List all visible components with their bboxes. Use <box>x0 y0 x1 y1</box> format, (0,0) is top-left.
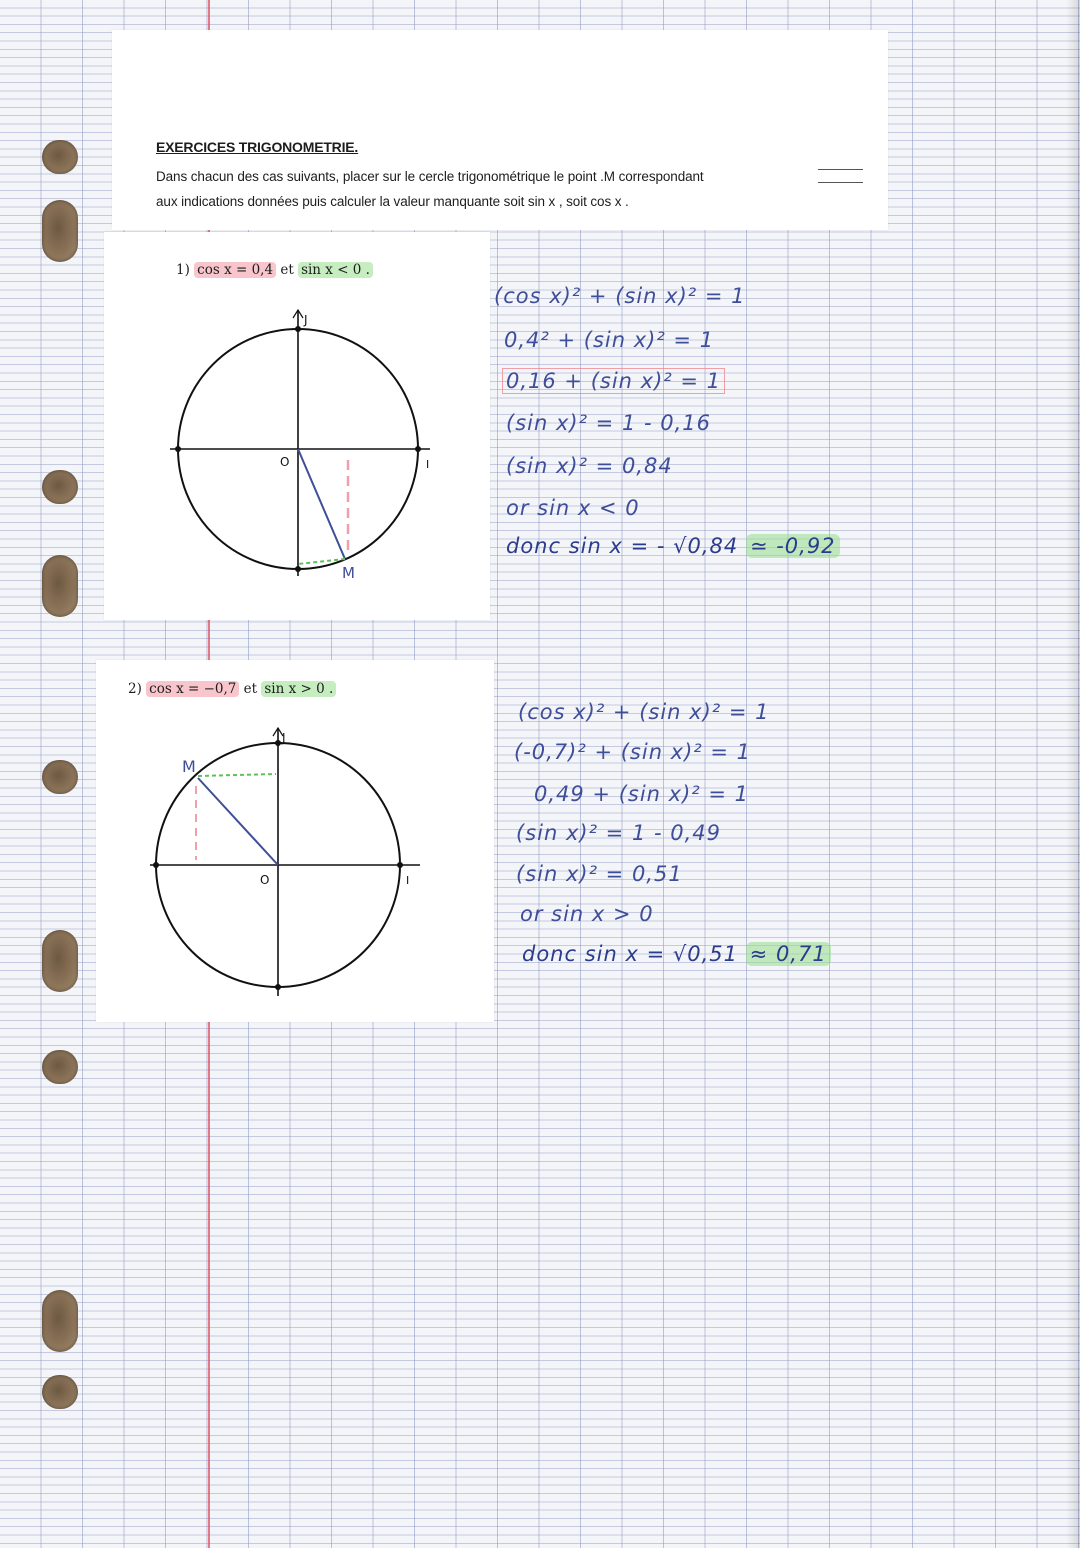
page-title: EXERCICES TRIGONOMETRIE. <box>156 139 359 155</box>
ex1-result-expression: donc sin x = - √0,84 <box>506 534 739 558</box>
radius-om <box>198 778 278 865</box>
ex2-line-6: or sin x > 0 <box>520 902 654 926</box>
label-j: J <box>304 313 308 327</box>
ex1-line-6: or sin x < 0 <box>506 496 640 520</box>
label-j: J <box>282 731 286 745</box>
instruction-line-1: Dans chacun des cas suivants, placer sur le cercle trigonométrique le point .M correspondant <box>156 169 704 184</box>
exercise1-number: 1) <box>176 262 190 278</box>
ex2-line-2: (-0,7)² + (sin x)² = 1 <box>514 740 752 764</box>
binder-hole <box>42 555 78 617</box>
ex1-line-4: (sin x)² = 1 - 0,16 <box>506 411 711 435</box>
ex1-line-3 <box>502 369 725 393</box>
axis-endpoint <box>275 740 281 746</box>
ex1-result-approx: ≃ -0,92 <box>746 534 840 558</box>
label-i: I <box>426 458 430 471</box>
ex2-result-approx: ≈ 0,71 <box>746 942 831 966</box>
ex2-line-1: (cos x)² + (sin x)² = 1 <box>518 700 770 724</box>
axis-endpoint <box>397 862 403 868</box>
instruction-line-2: aux indications données puis calculer la valeur manquante soit sin x , soit cos x . <box>156 194 629 209</box>
label-i: I <box>406 874 410 887</box>
ex1-line-3-text: 0,16 + (sin x)² = 1 <box>502 368 725 394</box>
ex1-line-2: 0,4² + (sin x)² = 1 <box>504 328 715 352</box>
axis-endpoint <box>275 984 281 990</box>
ex1-line-5: (sin x)² = 0,84 <box>506 454 673 478</box>
axis-endpoint <box>415 446 421 452</box>
ex2-line-5: (sin x)² = 0,51 <box>516 862 683 886</box>
paper-edge-shadow <box>1066 0 1080 1548</box>
binder-hole <box>42 930 78 992</box>
exercise1-unit-circle <box>168 300 458 590</box>
exercise2-cos-condition: cos x = −0,7 <box>146 681 239 697</box>
ex2-line-3: 0,49 + (sin x)² = 1 <box>534 782 750 806</box>
exercise2-unit-circle <box>148 720 438 1010</box>
axis-endpoint <box>153 862 159 868</box>
binder-hole <box>42 1290 78 1352</box>
label-o: O <box>260 873 270 887</box>
ex2-result <box>522 942 831 966</box>
ex2-line-4: (sin x)² = 1 - 0,49 <box>516 821 721 845</box>
axis-endpoint <box>295 326 301 332</box>
binder-hole <box>42 1375 78 1409</box>
exercise1-connector: et <box>280 262 294 278</box>
axis-endpoint <box>175 446 181 452</box>
binder-hole <box>42 200 78 262</box>
exercise1-statement <box>176 262 373 278</box>
axis-endpoint <box>295 566 301 572</box>
exercise2-sin-condition: sin x > 0 . <box>261 681 336 697</box>
ex1-result <box>506 534 840 558</box>
exercise2-number: 2) <box>128 681 142 697</box>
ex2-result-expression: donc sin x = √0,51 <box>522 942 738 966</box>
binder-hole <box>42 1050 78 1084</box>
handwritten-double-line <box>818 169 863 183</box>
sin-projection-dashed <box>198 774 276 776</box>
label-o: O <box>280 455 290 469</box>
label-m: M <box>182 757 196 776</box>
radius-om <box>298 449 345 559</box>
label-m: M <box>342 564 355 582</box>
binder-hole <box>42 470 78 504</box>
exercise2-connector: et <box>243 681 258 697</box>
exercise2-statement <box>128 681 336 697</box>
binder-hole <box>42 760 78 794</box>
exercise1-sin-condition: sin x < 0 . <box>298 262 373 278</box>
binder-hole <box>42 140 78 174</box>
ex1-line-1: (cos x)² + (sin x)² = 1 <box>494 284 746 308</box>
exercise1-cos-condition: cos x = 0,4 <box>194 262 276 278</box>
